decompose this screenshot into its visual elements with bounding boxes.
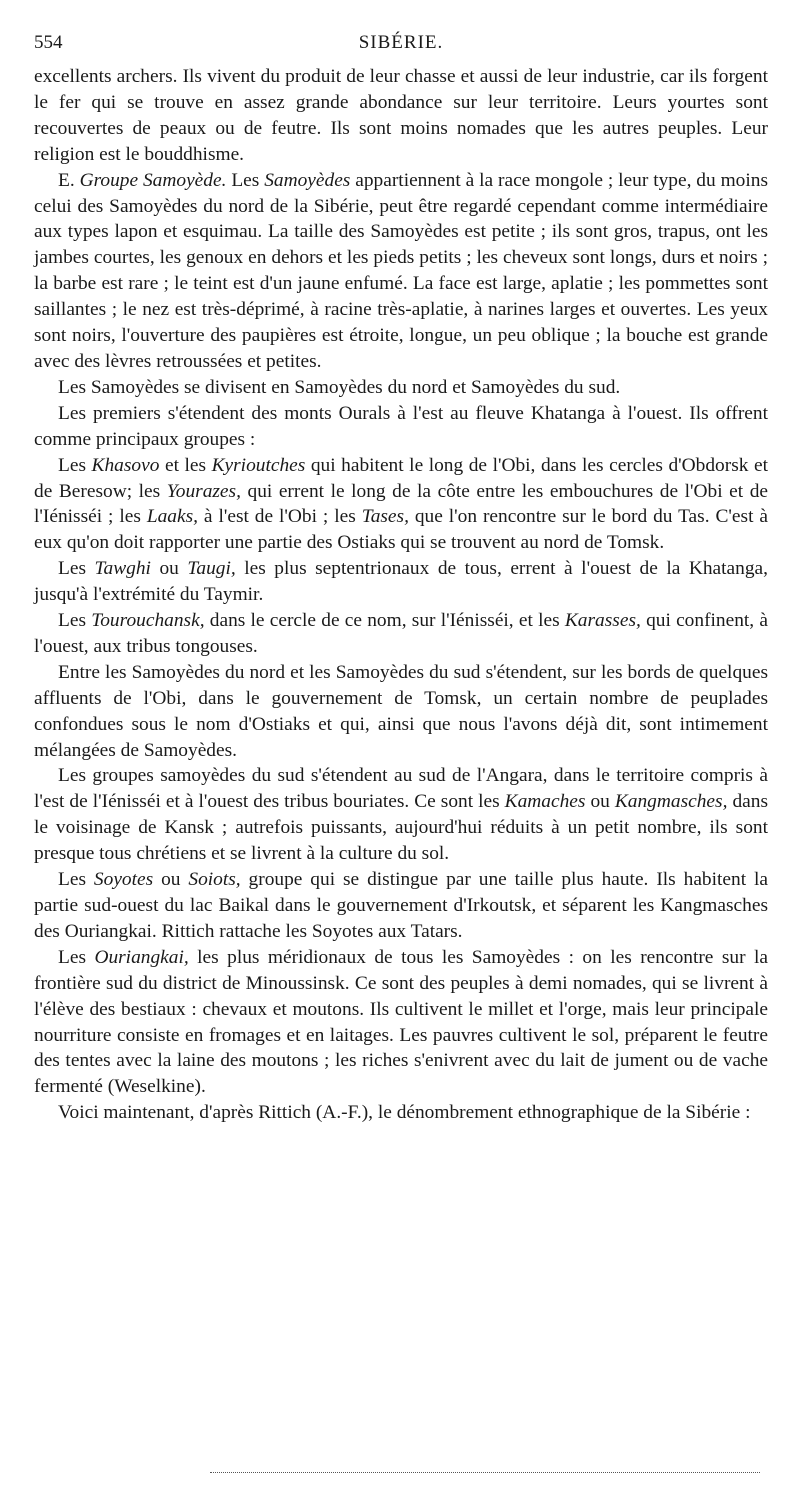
italic-term: Tawghi [94,558,151,580]
text-run: appartiennent à la race mongole ; leur type, du moins celui des Samoyèdes du nord de la Sibérie, peut être regardé cependant comme intermédiaire aux types lapon et esquimau. La taille des Samoyèdes est petite ; ils sont gros, trapus, ont les jambes courtes, les genoux en dehors et les pieds petits ; les cheveux sont longs, durs et noirs ; la barbe est rare ; le teint est d'un jaune enfumé. La face est large, aplatie ; les pommettes sont saillantes ; le nez est très-déprimé, à racine très-aplatie, à narines larges et ouvertes. Les yeux sont noirs, l'ouverture des paupières est étroite, longue, un peu oblique ; la bouche est grande avec des lèvres retroussées et petites. [34,169,768,372]
text-run: que l'on rencontre sur le bord du Tas. C'est à eux qu'on doit rapporter une partie des Ostiaks qui se trouvent au nord de Tomsk. [34,506,768,554]
page-number: 554 [34,32,63,53]
text-run: qui habitent le long de l'Obi, dans les cercles d'Obdorsk et de Beresow; les [34,454,768,502]
page-header [34,30,768,64]
text-run: groupe qui se distingue par une taille plus haute. Ils habitent la partie sud-ouest du lac Baikal dans le gouvernement d'Irkoutsk, et séparent les Kangmasches des Ouriangkai. Rittich rattache les Soyotes aux Tatars. [34,869,768,942]
text-run: Les groupes samoyèdes du sud s'étendent au sud de l'Angara, dans le territoire compris à l'est de l'Iénisséi et à l'ouest des tribus bouriates. Ce sont les [34,765,768,813]
text-run: Les Samoyèdes se divisent en Samoyèdes du nord et Samoyèdes du sud. [58,376,621,398]
text-run: qui errent le long de la côte entre les embouchures de l'Obi et de l'Iénisséi ; les [34,480,768,528]
italic-term: Samoyèdes [264,169,351,191]
italic-term: Ouriangkai, [94,946,189,968]
italic-term: Soiots, [188,869,241,891]
italic-term: Kyrioutches [211,454,306,476]
text-run: Les premiers s'étendent des monts Ourals à l'est au fleuve Khatanga à l'ouest. Ils offrent comme principaux groupes : [34,402,768,450]
paragraph-p7 [34,660,768,764]
paragraph-p6 [34,608,768,660]
paragraph-p9 [34,867,768,945]
text-run: Les [58,869,94,891]
text-run: et les [159,454,212,476]
italic-term: Tases, [361,506,409,528]
italic-term: Tourouchansk, [91,610,205,632]
running-title: SIBÉRIE. [358,32,444,53]
paragraph-p0 [34,64,768,168]
footer-dotted-rule [210,1472,760,1473]
paragraph-p3 [34,401,768,453]
paragraph-p5 [34,556,768,608]
text-run: Voici maintenant, d'après Rittich (A.-F.), le dénombrement ethnographique de la Sibérie : [58,1102,751,1124]
text-run: ou [150,558,188,580]
paragraph-p10 [34,945,768,1100]
text-run: excellents archers. Ils vivent du produit de leur chasse et aussi de leur industrie, car ils forgent le fer qui se trouve en assez grande abondance sur leur territoire. Leurs yourtes sont recouvertes de peaux ou de feutre. Ils sont moins nomades que les autres peuples. Leur religion est le bouddhisme. [34,66,768,165]
text-run: ou [153,869,189,891]
italic-term: Kangmasches, [614,791,728,813]
text-run: Les [58,610,92,632]
text-run: ou [585,791,615,813]
text-run: à l'est de l'Obi ; les [198,506,362,528]
italic-term: Karasses, [564,610,641,632]
paragraph-p4 [34,453,768,557]
text-run: qui confinent, à l'ouest, aux tribus tongouses. [34,610,768,657]
paragraph-p11 [34,1100,768,1126]
paragraph-p2 [34,375,768,401]
text-run: Les [58,946,95,968]
paragraph-p1 [34,168,768,375]
text-run: E. [58,169,80,191]
italic-term: Soyotes [93,869,154,891]
italic-term: Taugi, [187,558,236,580]
text-run: dans le voisinage de Kansk ; autrefois puissants, aujourd'hui réduits à un petit nombre, ils sont presque tous chrétiens et se livrent à la culture du sol. [34,791,768,865]
text-run: Les [58,454,92,476]
text-run: dans le cercle de ce nom, sur l'Iénisséi, et les [204,610,565,632]
text-run: Les [226,169,265,191]
page [34,30,768,1126]
italic-term: Kamaches [504,791,586,813]
italic-term: Laaks, [146,506,198,528]
italic-term: Groupe Samoyède. [79,169,227,191]
body-text [34,64,768,1126]
paragraph-p8 [34,763,768,867]
italic-term: Khasovo [91,454,160,476]
text-run: Entre les Samoyèdes du nord et les Samoyèdes du sud s'étendent, sur les bords de quelques affluents de l'Obi, dans le gouvernement de Tomsk, un certain nombre de peuplades confondues sous le nom d'Ostiaks et qui, ainsi que nous l'avons déjà dit, sont intimement mélangées de Samoyèdes. [34,661,768,761]
text-run: les plus méridionaux de tous les Samoyèdes : on les rencontre sur la frontière sud du district de Minoussinsk. Ce sont des peuples à demi nomades, qui se livrent à l'élève des bestiaux : chevaux et moutons. Ils cultivent le millet et l'orge, mais leur principale nourriture consiste en fromages et en laitages. Les pauvres cultivent le sol, préparent le feutre des tentes avec la laine des moutons ; les riches s'enivrent avec du lait de jument ou de vache fermenté (Weselkine). [34,946,768,1098]
text-run: les plus septentrionaux de tous, errent à l'ouest de la Khatanga, jusqu'à l'extrémité du Taymir. [34,558,768,606]
italic-term: Yourazes, [166,480,241,502]
text-run: Les [58,558,95,580]
